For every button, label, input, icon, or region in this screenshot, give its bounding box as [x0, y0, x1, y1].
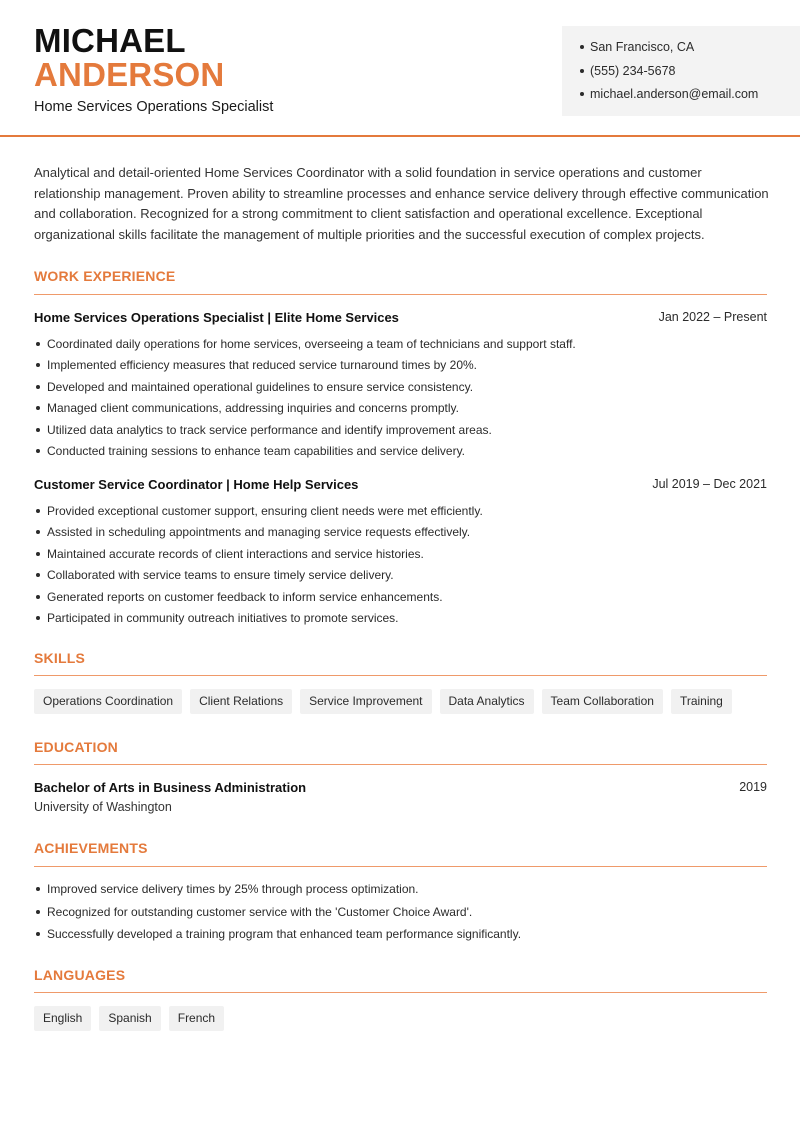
job-dates: Jan 2022 – Present	[658, 310, 767, 324]
language-chip: Spanish	[99, 1006, 160, 1031]
contact-phone: (555) 234-5678	[580, 63, 800, 87]
resume-header	[0, 0, 800, 137]
job-role: Customer Service Coordinator | Home Help Services	[34, 477, 359, 492]
job-role: Home Services Operations Specialist | Elite Home Services	[34, 310, 399, 325]
list-item: Developed and maintained operational guidelines to ensure service consistency.	[34, 379, 767, 400]
skill-chip: Data Analytics	[440, 689, 534, 714]
job-title: Home Services Operations Specialist	[34, 99, 274, 115]
contact-location: San Francisco, CA	[580, 39, 800, 63]
job-header	[34, 310, 767, 325]
skill-chip: Operations Coordination	[34, 689, 182, 714]
list-item: Successfully developed a training program that enhanced team performance significantly.	[34, 926, 767, 949]
section-title-achievements: ACHIEVEMENTS	[34, 840, 148, 856]
section-title-languages: LANGUAGES	[34, 967, 126, 983]
languages-list	[34, 1006, 224, 1031]
skill-chip: Training	[671, 689, 732, 714]
job-bullets	[34, 336, 767, 464]
contact-email[interactable]: michael.anderson@email.com	[580, 86, 800, 110]
section-divider	[34, 294, 767, 295]
section-divider	[34, 866, 767, 867]
list-item: Maintained accurate records of client interactions and service histories.	[34, 546, 767, 567]
list-item: Coordinated daily operations for home services, overseeing a team of technicians and support staff.	[34, 336, 767, 357]
list-item: Generated reports on customer feedback to inform service enhancements.	[34, 589, 767, 610]
section-divider	[34, 992, 767, 993]
list-item: Improved service delivery times by 25% through process optimization.	[34, 881, 767, 904]
contact-box	[562, 26, 800, 116]
skill-chip: Service Improvement	[300, 689, 431, 714]
job-bullets	[34, 503, 767, 631]
skill-chip: Team Collaboration	[542, 689, 663, 714]
list-item: Collaborated with service teams to ensure timely service delivery.	[34, 567, 767, 588]
list-item: Conducted training sessions to enhance team capabilities and service delivery.	[34, 443, 767, 464]
list-item: Participated in community outreach initiatives to promote services.	[34, 610, 767, 631]
list-item: Utilized data analytics to track service performance and identify improvement areas.	[34, 422, 767, 443]
summary-paragraph: Analytical and detail-oriented Home Services Coordinator with a solid foundation in service operations and customer relationship management. Proven ability to streamline processes and enhance service delivery through effective communication and collaboration. Recognized for a strong commitment to client satisfaction and operational excellence. Exceptional organizational skills facilitate the management of multiple priorities and the successful execution of complex projects.	[34, 165, 769, 242]
list-item: Provided exceptional customer support, ensuring client needs were met efficiently.	[34, 503, 767, 524]
section-divider	[34, 675, 767, 676]
job-header	[34, 477, 767, 492]
education-school: University of Washington	[34, 800, 172, 814]
section-title-education: EDUCATION	[34, 739, 118, 755]
section-divider	[34, 764, 767, 765]
first-name: MICHAEL	[34, 22, 186, 59]
language-chip: English	[34, 1006, 91, 1031]
skill-chip: Client Relations	[190, 689, 292, 714]
section-title-work: WORK EXPERIENCE	[34, 268, 176, 284]
section-title-skills: SKILLS	[34, 650, 85, 666]
education-year: 2019	[739, 780, 767, 794]
list-item: Managed client communications, addressing inquiries and concerns promptly.	[34, 400, 767, 421]
language-chip: French	[169, 1006, 224, 1031]
last-name: ANDERSON	[34, 56, 225, 93]
achievements-list	[34, 881, 767, 949]
list-item: Recognized for outstanding customer service with the 'Customer Choice Award'.	[34, 904, 767, 927]
list-item: Implemented efficiency measures that reduced service turnaround times by 20%.	[34, 357, 767, 378]
list-item: Assisted in scheduling appointments and managing service requests effectively.	[34, 524, 767, 545]
skills-list	[34, 689, 732, 714]
education-degree: Bachelor of Arts in Business Administration	[34, 780, 307, 795]
job-dates: Jul 2019 – Dec 2021	[652, 477, 767, 491]
